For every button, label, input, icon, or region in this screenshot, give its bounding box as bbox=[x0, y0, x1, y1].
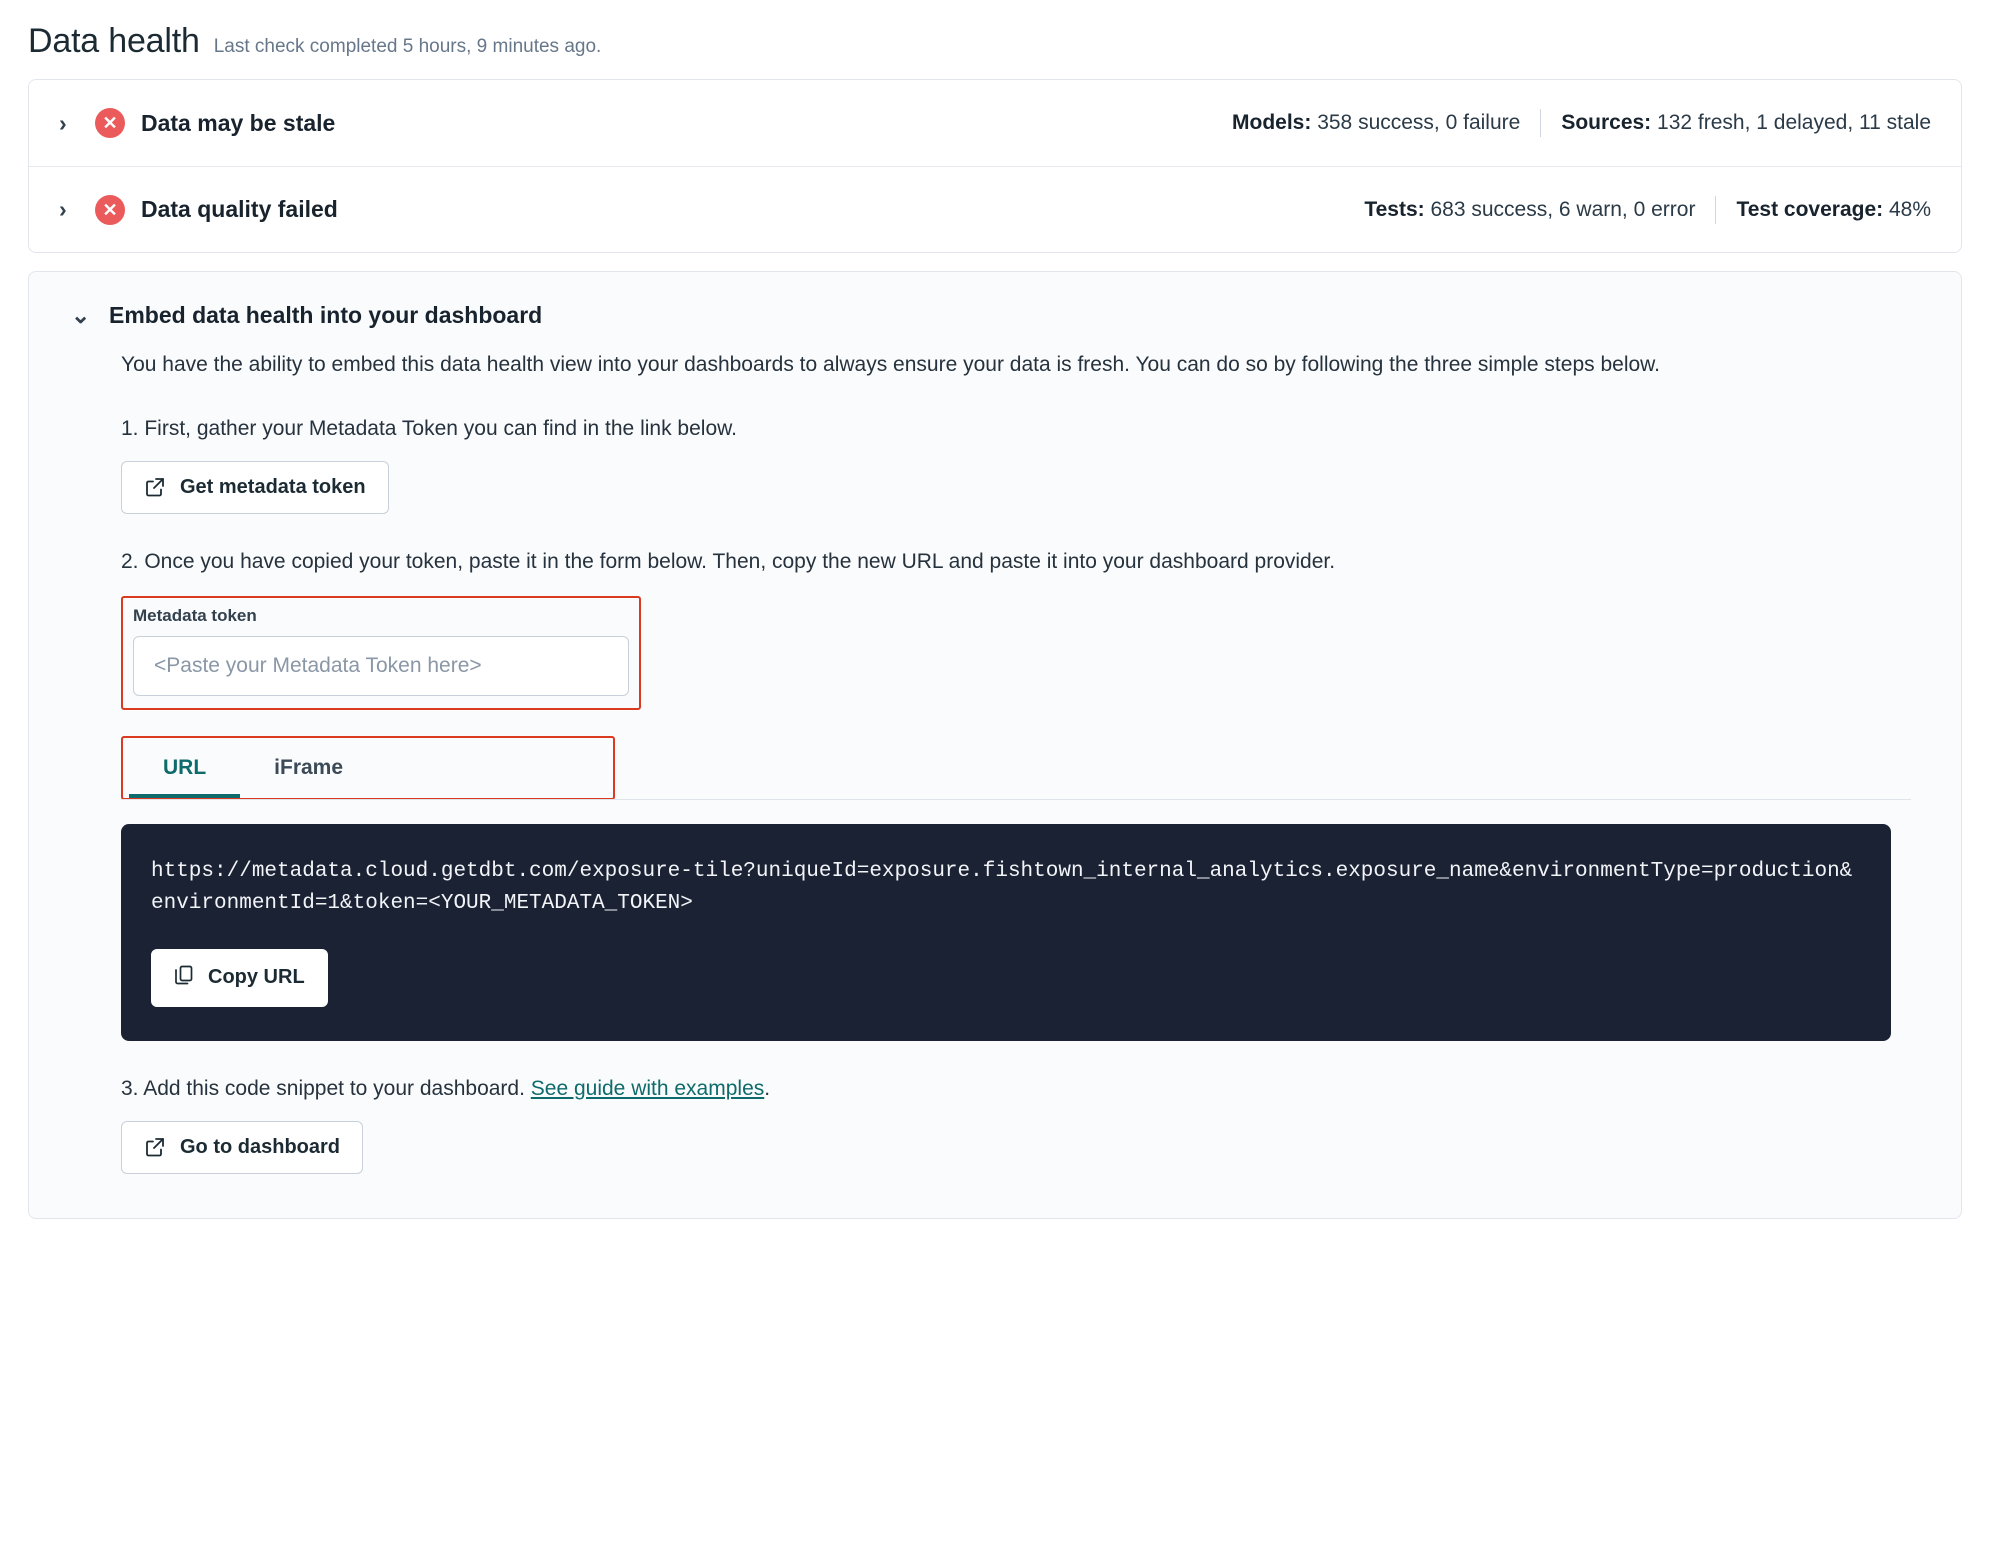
metric-value: 358 success, 0 failure bbox=[1317, 111, 1521, 134]
page-header bbox=[28, 18, 1962, 79]
embed-panel-header[interactable] bbox=[59, 302, 1931, 329]
chevron-right-icon[interactable]: › bbox=[59, 109, 67, 136]
code-snippet-box bbox=[121, 824, 1891, 1041]
chevron-down-icon[interactable]: ⌄ bbox=[71, 302, 91, 328]
go-to-dashboard-button[interactable] bbox=[121, 1121, 363, 1174]
status-row-data-quality-failed[interactable] bbox=[29, 166, 1961, 252]
copy-url-label: Copy URL bbox=[208, 966, 305, 989]
metric-label: Models: bbox=[1232, 111, 1312, 134]
page-title: Data health bbox=[28, 22, 200, 60]
external-link-icon bbox=[144, 1136, 166, 1158]
status-title: Data quality failed bbox=[141, 196, 338, 222]
error-circle-icon: ✕ bbox=[95, 195, 125, 225]
metric-label: Test coverage: bbox=[1736, 197, 1884, 221]
get-metadata-token-label: Get metadata token bbox=[180, 475, 366, 498]
step-1-text: 1. First, gather your Metadata Token you can find in the link below. bbox=[121, 416, 737, 440]
tabs-divider bbox=[121, 799, 1911, 800]
copy-url-button[interactable] bbox=[151, 949, 328, 1007]
chevron-right-icon[interactable]: › bbox=[59, 196, 67, 222]
metadata-token-field-highlight bbox=[121, 596, 641, 710]
metric-value: 683 success, 6 warn, 0 error bbox=[1430, 197, 1696, 221]
status-row-data-stale[interactable] bbox=[29, 80, 1961, 166]
go-to-dashboard-label: Go to dashboard bbox=[180, 1135, 340, 1158]
embed-panel bbox=[28, 271, 1962, 1219]
step-3-text-after: . bbox=[764, 1076, 771, 1100]
data-health-status-card bbox=[28, 79, 1962, 253]
embed-tabs bbox=[129, 740, 607, 798]
copy-icon bbox=[174, 964, 194, 992]
step-2-text: 2. Once you have copied your token, paste it in the form below. Then, copy the new URL and paste it into your dashboard provider. bbox=[121, 549, 1336, 573]
tab-iframe[interactable]: iFrame bbox=[274, 755, 344, 779]
metadata-token-input[interactable] bbox=[133, 636, 629, 696]
code-snippet-text: https://metadata.cloud.getdbt.com/exposure-tile?uniqueId=exposure.fishtown_internal_analytics.exposure_name&environmentType=production&environmentId=1&token=<YOUR_METADATA_TOKEN> bbox=[151, 859, 1853, 916]
see-guide-link[interactable]: See guide with examples bbox=[530, 1076, 765, 1100]
metric-label: Sources: bbox=[1561, 111, 1652, 134]
metric-divider bbox=[1540, 109, 1541, 137]
tab-url[interactable]: URL bbox=[129, 740, 240, 798]
metric-value: 132 fresh, 1 delayed, 11 stale bbox=[1657, 111, 1931, 134]
embed-panel-body bbox=[59, 349, 1931, 1174]
last-check-subtitle: Last check completed 5 hours, 9 minutes ago. bbox=[213, 36, 602, 57]
get-metadata-token-button[interactable] bbox=[121, 461, 389, 514]
embed-description: You have the ability to embed this data health view into your dashboards to always ensure your data is fresh. You can do so by following the three simple steps below. bbox=[121, 353, 1660, 376]
embed-tabs-highlight bbox=[121, 736, 615, 800]
metric-label: Tests: bbox=[1364, 197, 1425, 221]
embed-panel-title: Embed data health into your dashboard bbox=[109, 302, 543, 328]
metric-value: 48% bbox=[1888, 197, 1931, 221]
external-link-icon bbox=[144, 476, 166, 498]
error-circle-icon: ✕ bbox=[95, 108, 125, 138]
status-metrics bbox=[1364, 196, 1931, 224]
metadata-token-label: Metadata token bbox=[133, 605, 257, 625]
step-3-text-before: 3. Add this code snippet to your dashboard. bbox=[121, 1076, 531, 1100]
status-title: Data may be stale bbox=[141, 109, 336, 136]
step-3-text bbox=[121, 1077, 1891, 1101]
status-metrics bbox=[1232, 109, 1931, 137]
metric-divider bbox=[1715, 196, 1716, 224]
